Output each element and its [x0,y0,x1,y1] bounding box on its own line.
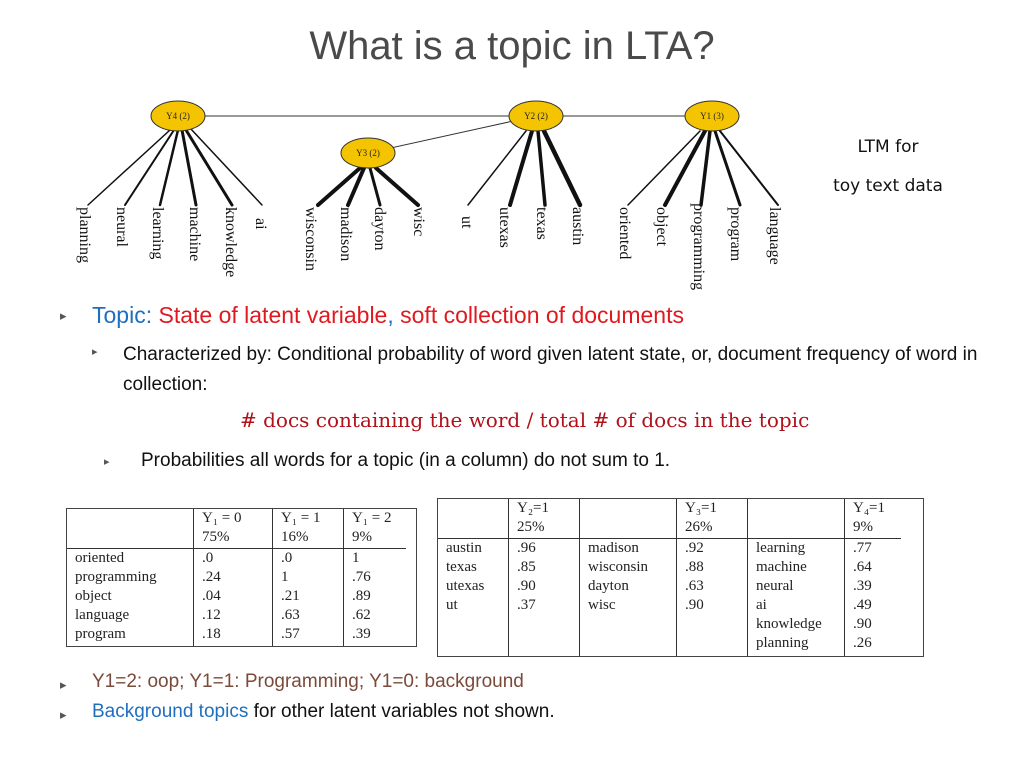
table1-col: .0 .24 .04 .12 .18 [194,548,273,646]
node-y2-label: Y2 (2) [524,111,548,121]
table2-spacer [580,499,677,539]
table2-header-y2: Y₂=1 25% [509,499,580,539]
node-y4 [151,101,205,131]
tree-edges [178,116,712,153]
bullet-topic-comma: , [387,302,401,328]
table1-header: Y₁ = 1 16% [273,509,344,548]
bullet-topic-prefix: Topic: [92,302,159,328]
bullet-topic-red2: soft collection of documents [400,302,684,328]
table-y1-probabilities [66,508,417,647]
leaf-word: wisc [410,207,427,237]
bullet-arrow-icon: ▸ [60,707,67,722]
table2-y4-words: learning machine neural ai knowledge planning [748,539,845,657]
bullet-y1-meaning: Y1=2: oop; Y1=1: Programming; Y1=0: background [92,671,524,692]
bullet-topic-red1: State of latent variable [158,302,388,328]
table2-y4-vals: .77 .64 .39 .49 .90 .26 [845,539,902,657]
bullet-background-topics [92,701,555,723]
bullet-arrow-icon: ▸ [104,456,110,468]
table1-col: 1 .76 .89 .62 .39 [344,548,407,646]
ltm-note [818,128,958,206]
bullet-arrow-icon: ▸ [60,677,67,692]
leaf-word: oriented [616,207,633,260]
bullet-topic [92,302,684,329]
node-y3 [341,138,395,168]
bullet-arrow-icon: ▸ [92,346,98,358]
table2-y2-vals: .96 .85 .90 .37 [509,539,580,657]
table1-col: .0 1 .21 .63 .57 [273,548,344,646]
node-y1 [685,101,739,131]
leaf-word: planning [76,207,93,263]
table2-spacer [748,499,845,539]
table2-header-y3: Y₃=1 26% [677,499,748,539]
leaf-word: language [766,207,783,265]
bullet-arrow-icon: ▸ [60,308,67,323]
node-y2 [509,101,563,131]
leaf-word: utexas [496,207,513,248]
ltm-note-line1: LTM for [857,137,919,157]
table-topic-probabilities [437,498,924,657]
table2-y3-words: madison wisconsin dayton wisc [580,539,677,657]
leaf-word: neural [113,207,130,247]
leaf-word: machine [186,207,203,262]
ltm-note-line2: toy text data [833,176,943,196]
leaf-word: knowledge [222,207,239,278]
leaf-words [76,203,783,290]
node-y3-label: Y3 (2) [356,148,380,158]
table1-corner [67,509,194,548]
table1-words: oriented programming object language program [75,549,157,642]
leaf-word: programming [690,203,707,291]
node-y1-label: Y1 (3) [700,111,724,121]
slide-title: What is a topic in LTA? [309,24,715,68]
leaf-word: dayton [371,207,388,251]
background-topics-highlight: Background topics [92,701,249,722]
leaf-word: ut [458,216,475,229]
bullet-characterized: Characterized by: Conditional probability of word given latent state, or, document frequency of word in collection: [123,344,978,395]
table2-corner [438,499,509,539]
table1-header: Y₁ = 2 9% [344,509,407,548]
leaf-word: learning [149,207,166,260]
table2-header-y4: Y₄=1 9% [845,499,902,539]
leaf-word: texas [533,207,550,240]
node-y4-label: Y4 (2) [166,111,190,121]
background-topics-rest: for other latent variables not shown. [248,701,555,722]
leaf-edges [88,128,778,205]
table2-y3-vals: .92 .88 .63 .90 [677,539,748,657]
leaf-word: madison [337,207,354,262]
leaf-word: ai [252,218,269,230]
table1-header: Y₁ = 0 75% [194,509,273,548]
table2-y2-words: austin texas utexas ut [446,540,485,613]
leaf-word: program [727,207,744,262]
formula-text: # docs containing the word / total # of docs in the topic [240,408,810,432]
leaf-word: wisconsin [302,207,319,271]
leaf-word: object [653,207,670,247]
leaf-word: austin [569,207,586,246]
bullet-probabilities: Probabilities all words for a topic (in a column) do not sum to 1. [141,450,671,471]
